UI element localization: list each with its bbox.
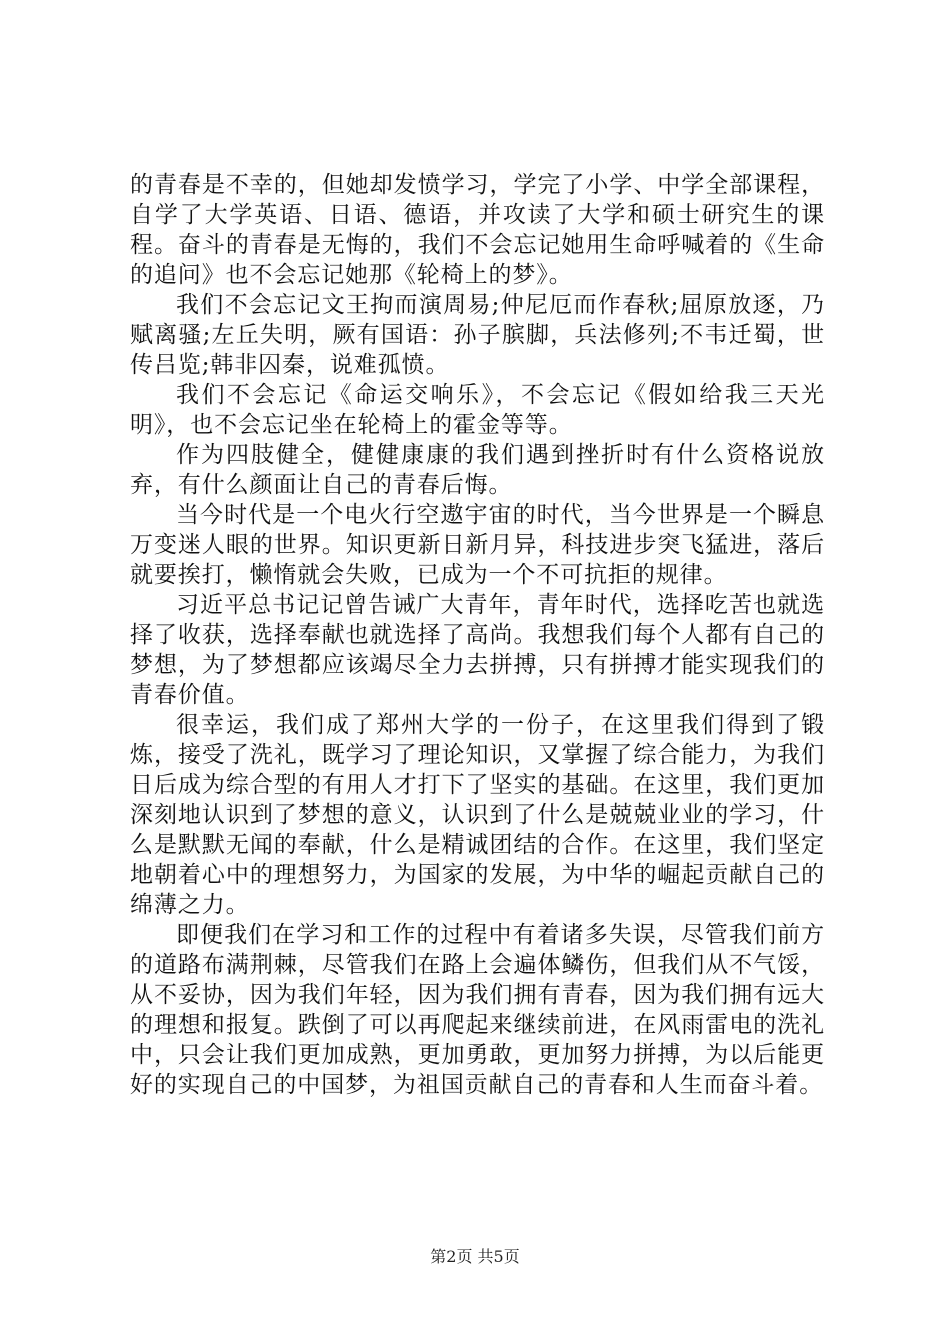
paragraph-2: 我们不会忘记文王拘而演周易;仲尼厄而作春秋;屈原放逐，乃赋离骚;左丘失明，厥有国语：孙子膑脚，兵法修列;不韦迁蜀，世传吕览;韩非囚秦，说难孤愤。 <box>130 292 825 378</box>
paragraph-5: 当今时代是一个电火行空遨宇宙的时代，当今世界是一个瞬息万变迷人眼的世界。知识更新日新月异，科技进步突飞猛进，落后就要挨打，懒惰就会失败，已成为一个不可抗拒的规律。 <box>130 502 825 588</box>
paragraph-6: 习近平总书记记曾告诫广大青年，青年时代，选择吃苦也就选择了收获，选择奉献也就选择了高尚。我想我们每个人都有自己的梦想，为了梦想都应该竭尽全力去拼搏，只有拼搏才能实现我们的青春价值。 <box>130 592 825 708</box>
paragraph-1: 的青春是不幸的，但她却发愤学习，学完了小学、中学全部课程，自学了大学英语、日语、德语，并攻读了大学和硕士研究生的课程。奋斗的青春是无悔的，我们不会忘记她用生命呼喊着的《生命的追问》也不会忘记她那《轮椅上的梦》。 <box>130 172 825 288</box>
paragraph-7: 很幸运，我们成了郑州大学的一份子，在这里我们得到了锻炼，接受了洗礼，既学习了理论知识，又掌握了综合能力，为我们日后成为综合型的有用人才打下了坚实的基础。在这里，我们更加深刻地认识到了梦想的意义，认识到了什么是兢兢业业的学习，什么是默默无闻的奉献，什么是精诚团结的合作。在这里，我们坚定地朝着心中的理想努力，为国家的发展，为中华的崛起贡献自己的绵薄之力。 <box>130 712 825 918</box>
document-body <box>130 170 825 1100</box>
paragraph-4: 作为四肢健全，健健康康的我们遇到挫折时有什么资格说放弃，有什么颜面让自己的青春后悔。 <box>130 442 825 498</box>
paragraph-3: 我们不会忘记《命运交响乐》，不会忘记《假如给我三天光明》，也不会忘记坐在轮椅上的霍金等等。 <box>130 382 825 438</box>
paragraph-8: 即便我们在学习和工作的过程中有着诸多失误，尽管我们前方的道路布满荆棘，尽管我们在路上会遍体鳞伤，但我们从不气馁，从不妥协，因为我们年轻，因为我们拥有青春，因为我们拥有远大的理想和报复。跌倒了可以再爬起来继续前进，在风雨雷电的洗礼中，只会让我们更加成熟，更加勇敢，更加努力拼搏，为以后能更好的实现自己的中国梦，为祖国贡献自己的青春和人生而奋斗着。 <box>130 922 825 1098</box>
page-number-footer: 第2页 共5页 <box>430 1247 520 1266</box>
